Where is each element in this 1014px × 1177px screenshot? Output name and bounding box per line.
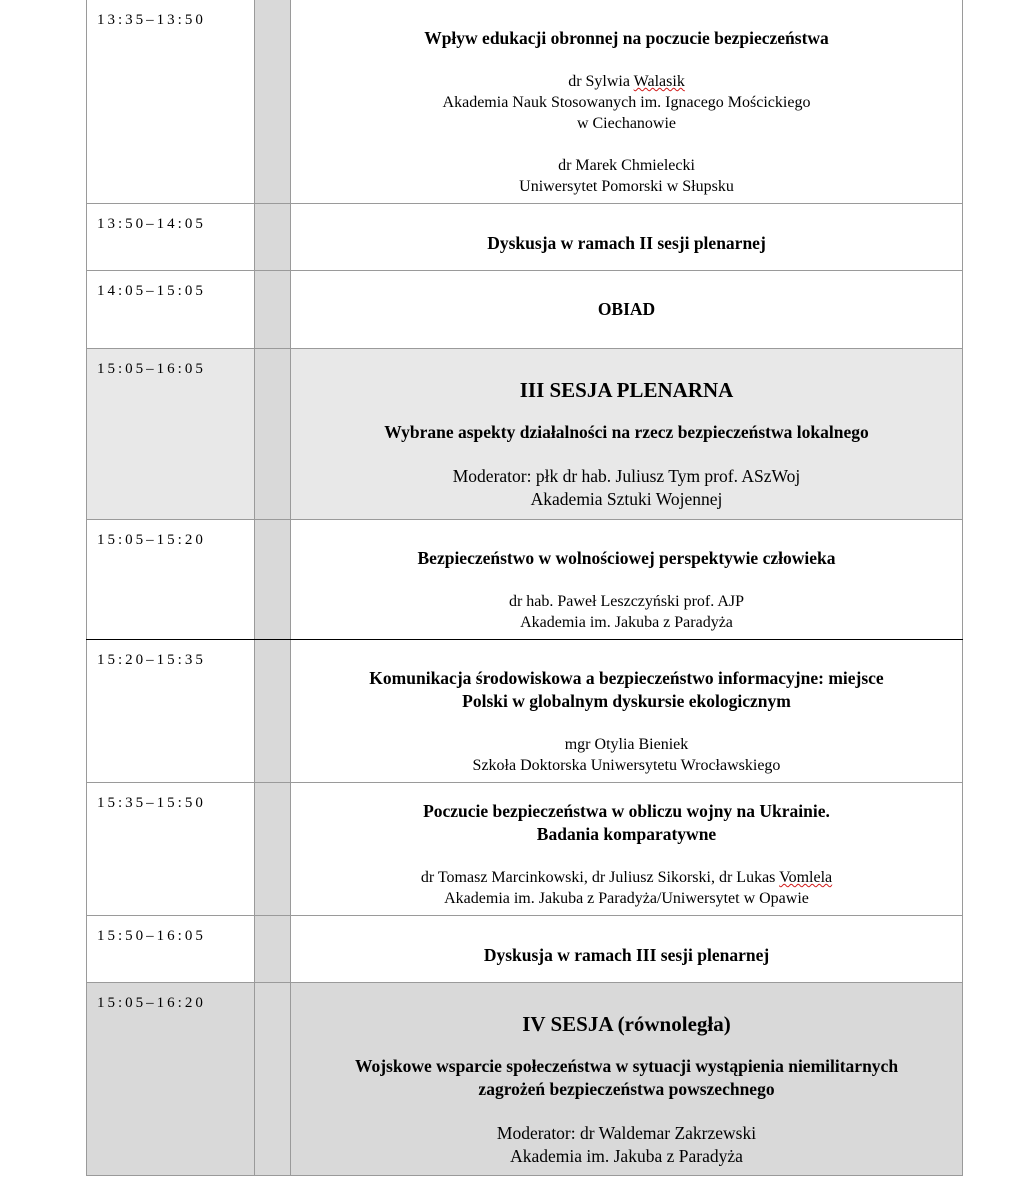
spacer-column	[254, 983, 291, 1176]
spacer-column	[254, 783, 291, 915]
speaker: mgr Otylia Bieniek	[564, 736, 689, 753]
session-title: III SESJA PLENARNA	[519, 378, 734, 402]
talk-title: Dyskusja w ramach III sesji plenarnej	[483, 945, 770, 965]
schedule-row-session	[86, 982, 963, 1176]
affiliation: Akademia Nauk Stosowanych im. Ignacego Mościckiego	[442, 94, 811, 111]
time-cell	[86, 520, 254, 639]
time-cell	[86, 983, 254, 1176]
talk-title: Polski w globalnym dyskursie ekologicznym	[462, 691, 791, 711]
moderator: Moderator: płk dr hab. Juliusz Tym prof. ASzWoj	[452, 466, 801, 486]
time-label: 13:35–13:50	[97, 12, 206, 28]
schedule-row	[86, 0, 963, 203]
time-label: 13:50–14:05	[97, 216, 206, 232]
speaker: dr Tomasz Marcinkowski, dr Juliusz Sikorski, dr Lukas Vomlela	[420, 869, 833, 886]
speaker: dr hab. Paweł Leszczyński prof. AJP	[508, 593, 745, 610]
schedule-row	[86, 270, 963, 348]
content-cell	[291, 783, 963, 915]
session-subtitle: Wojskowe wsparcie społeczeństwa w sytuacji wystąpienia niemilitarnych	[354, 1056, 899, 1076]
moderator: Moderator: dr Waldemar Zakrzewski	[496, 1123, 757, 1143]
table-bottom-border	[86, 1175, 963, 1176]
affiliation: Uniwersytet Pomorski w Słupsku	[519, 178, 734, 195]
time-cell	[86, 640, 254, 782]
affiliation: Akademia im. Jakuba z Paradyża/Uniwersytet w Opawie	[444, 890, 809, 907]
schedule-row	[86, 519, 963, 639]
content-cell	[291, 0, 963, 203]
time-label: 15:05–16:05	[97, 361, 206, 377]
time-cell	[86, 204, 254, 270]
schedule-row	[86, 203, 963, 270]
spacer-column	[254, 0, 291, 203]
schedule-row	[86, 782, 963, 915]
content-cell	[291, 640, 963, 782]
speaker: dr Sylwia Walasik	[568, 73, 685, 90]
schedule-row	[86, 915, 963, 982]
session-subtitle: zagrożeń bezpieczeństwa powszechnego	[478, 1079, 775, 1099]
time-label: 15:20–15:35	[97, 652, 206, 668]
content-cell	[291, 271, 963, 348]
spacer-column	[254, 271, 291, 348]
affiliation: Akademia im. Jakuba z Paradyża	[520, 614, 733, 631]
content-cell	[291, 983, 963, 1176]
affiliation: w Ciechanowie	[576, 115, 677, 132]
time-cell	[86, 783, 254, 915]
time-label: 14:05–15:05	[97, 283, 206, 299]
content-cell	[291, 204, 963, 270]
affiliation: Szkoła Doktorska Uniwersytetu Wrocławskiego	[472, 757, 781, 774]
content-cell	[291, 349, 963, 519]
time-cell	[86, 0, 254, 203]
talk-title: Poczucie bezpieczeństwa w obliczu wojny na Ukrainie.	[423, 801, 830, 821]
moderator-affiliation: Akademia Sztuki Wojennej	[530, 489, 723, 509]
schedule-row	[86, 639, 963, 782]
spacer-column	[254, 520, 291, 639]
spacer-column	[254, 349, 291, 519]
session-subtitle: Wybrane aspekty działalności na rzecz bezpieczeństwa lokalnego	[384, 422, 869, 442]
time-cell	[86, 349, 254, 519]
time-label: 15:50–16:05	[97, 928, 206, 944]
talk-title: Badania komparatywne	[536, 824, 717, 844]
talk-title: Wpływ edukacji obronnej na poczucie bezpieczeństwa	[424, 28, 829, 48]
talk-title: Komunikacja środowiskowa a bezpieczeństwo informacyjne: miejsce	[369, 668, 884, 688]
spacer-column	[254, 204, 291, 270]
time-cell	[86, 271, 254, 348]
spacer-column	[254, 640, 291, 782]
talk-title: Dyskusja w ramach II sesji plenarnej	[487, 233, 766, 253]
time-cell	[86, 916, 254, 982]
talk-title: Bezpieczeństwo w wolnościowej perspektywie człowieka	[417, 548, 836, 568]
talk-title: OBIAD	[597, 299, 656, 319]
speaker-surname: Vomlela	[779, 869, 833, 886]
schedule-table	[86, 0, 963, 1176]
time-label: 15:05–15:20	[97, 532, 206, 548]
speaker-surname: Walasik	[633, 73, 685, 90]
content-cell	[291, 916, 963, 982]
time-label: 15:05–16:20	[97, 995, 206, 1011]
time-label: 15:35–15:50	[97, 795, 206, 811]
moderator-affiliation: Akademia im. Jakuba z Paradyża	[510, 1146, 743, 1166]
content-cell	[291, 520, 963, 639]
spacer-column	[254, 916, 291, 982]
session-title: IV SESJA (równoległa)	[522, 1012, 731, 1036]
schedule-row-session	[86, 348, 963, 519]
speaker: dr Marek Chmielecki	[558, 157, 695, 174]
